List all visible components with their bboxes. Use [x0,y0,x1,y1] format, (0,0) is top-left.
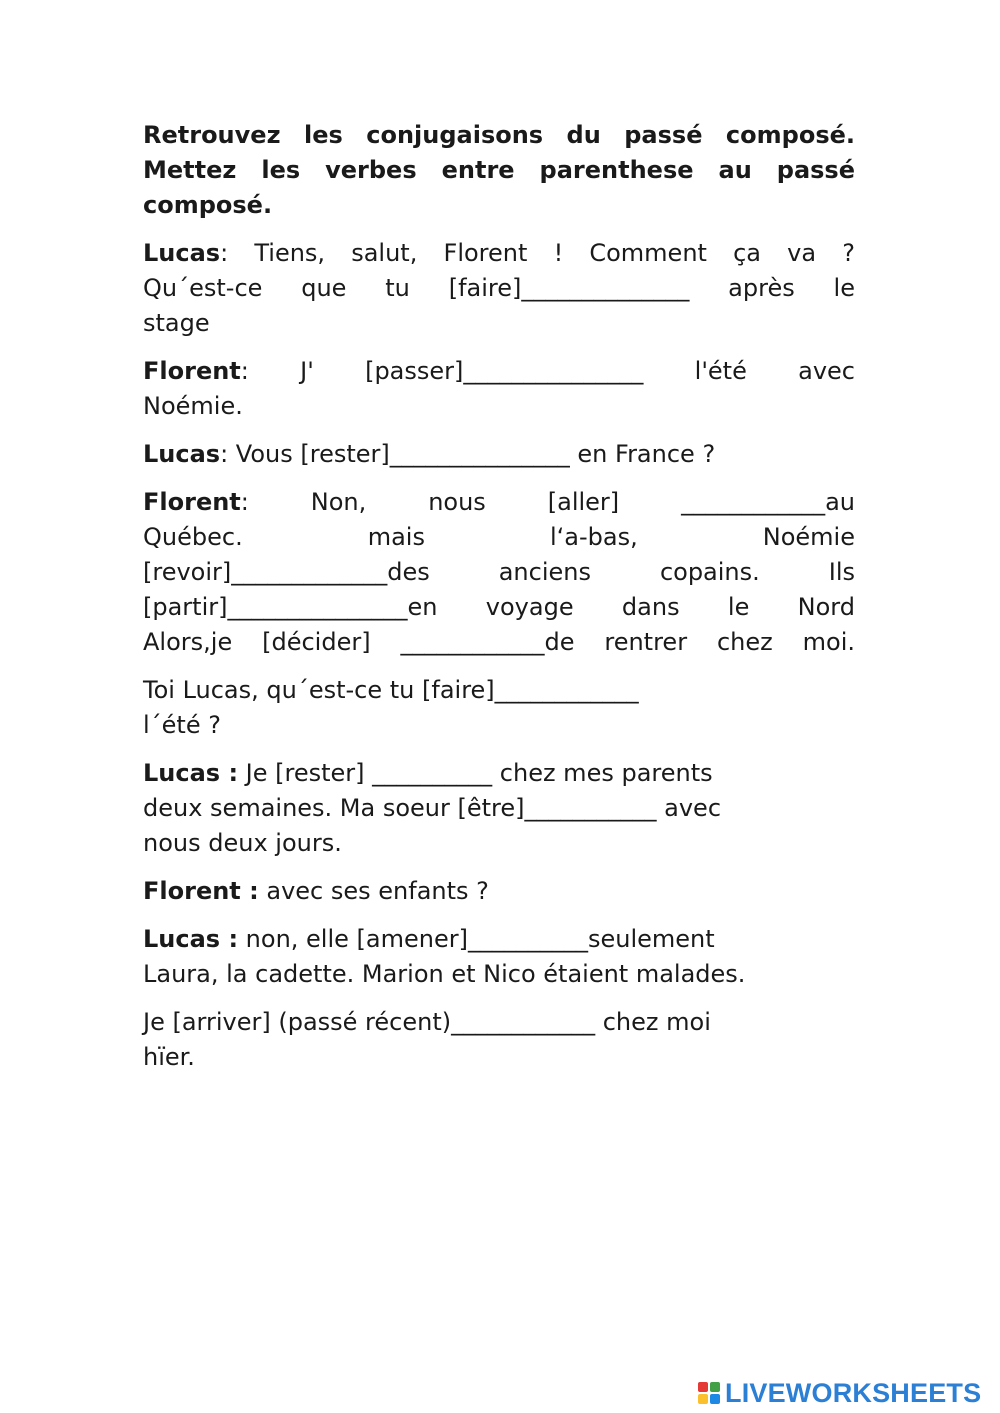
dialogue-text: Qu´est-ce que tu [faire]______________ après le [143,274,855,302]
instructions [143,118,855,223]
dialogue-text: Toi Lucas, qu´est-ce tu [faire]____________ [143,676,639,704]
dialogue-paragraph-8 [143,922,855,992]
dialogue-text: nous deux jours. [143,829,342,857]
dialogue-text: l´été ? [143,711,221,739]
logo-square-yellow [698,1394,708,1404]
worksheet [143,118,855,1088]
instruction-line-1: Retrouvez les conjugaisons du passé composé. [143,121,855,149]
logo-square-red [698,1382,708,1392]
dialogue-text: Alors,je [décider] ____________de rentrer chez moi. [143,628,855,656]
dialogue-paragraph-9 [143,1005,855,1075]
dialogue-text: deux semaines. Ma soeur [être]___________ avec [143,794,722,822]
instruction-line-2: Mettez les verbes entre parenthese au passé [143,156,855,184]
dialogue-text: avec ses enfants ? [258,877,489,905]
speaker-name: Florent [143,488,241,516]
dialogue-text: Je [arriver] (passé récent)____________ chez moi [143,1008,711,1036]
brand-wordmark: LIVEWORKSHEETS [725,1378,982,1408]
dialogue-paragraph-5 [143,673,855,743]
logo-square-blue [710,1394,720,1404]
dialogue-text: : J' [passer]_______________ l'été avec [240,357,855,385]
speaker-name: Florent : [143,877,259,905]
dialogue-text: stage [143,309,210,337]
speaker-name: Lucas [143,239,221,267]
dialogue-paragraph-7 [143,874,855,909]
liveworksheets-brand[interactable] [698,1378,981,1408]
dialogue-text: [partir]_______________en voyage dans le Nord [143,593,855,621]
dialogue-text: [revoir]_____________des anciens copains. Ils [143,558,855,586]
dialogue-text: hïer. [143,1043,195,1071]
dialogue-text: Québec. mais l‘a-bas, Noémie [143,523,855,551]
dialogue-paragraph-1 [143,236,855,341]
dialogue-text: : Non, nous [aller] ____________au [240,488,855,516]
logo-square-green [710,1382,720,1392]
dialogue-paragraph-3 [143,437,855,472]
dialogue-text: : Vous [rester]_______________ en France ? [220,440,716,468]
dialogue-text: Noémie. [143,392,243,420]
speaker-name: Lucas : [143,759,239,787]
dialogue-text: Je [rester] __________ chez mes parents [238,759,713,787]
speaker-name: Florent [143,357,241,385]
dialogue-text: non, elle [amener]__________seulement [238,925,715,953]
dialogue-text: Laura, la cadette. Marion et Nico étaient malades. [143,960,746,988]
instruction-line-3: composé. [143,191,273,219]
dialogue-paragraph-4 [143,485,855,660]
speaker-name: Lucas [143,440,221,468]
dialogue-paragraph-6 [143,756,855,861]
dialogue-text: : Tiens, salut, Florent ! Comment ça va ? [220,239,855,267]
dialogue-paragraph-2 [143,354,855,424]
liveworksheets-logo-icon [698,1382,720,1404]
speaker-name: Lucas : [143,925,239,953]
